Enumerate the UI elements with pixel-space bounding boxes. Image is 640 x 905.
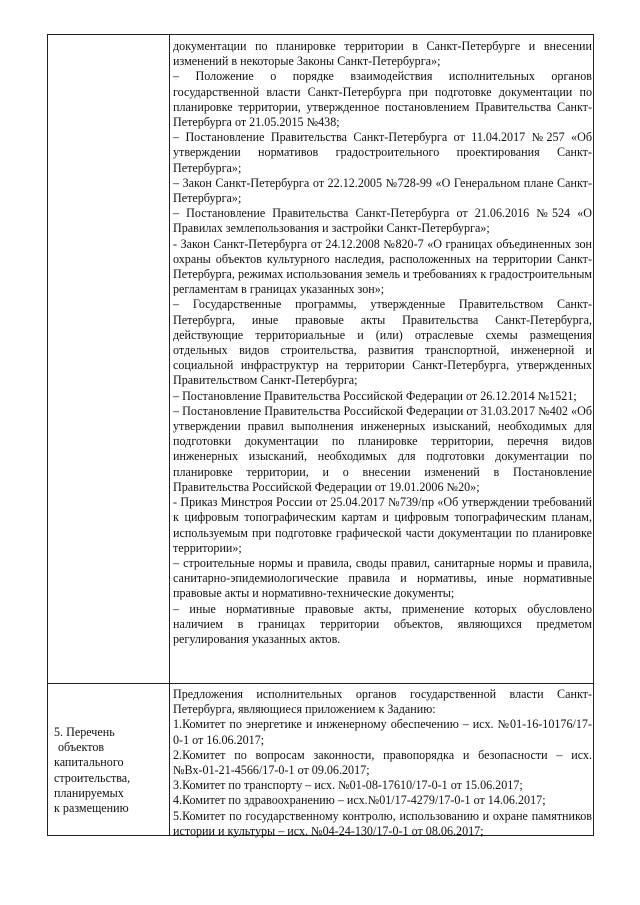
row5-label-line: к размещению: [54, 801, 129, 816]
proposal-item: 4.Комитет по здравоохранению – исх.№01/17-4279/17-0-1 от 14.06.2017;: [173, 793, 546, 808]
normative-document-item: документации по планировке территории в Санкт-Петербурге и внесении изменений в некоторые Законы Санкт-Петербурга»;: [173, 39, 592, 69]
normative-document-item: - Приказ Минстроя России от 25.04.2017 №739/пр «Об утверждении требований к цифровым топографическим картам и цифровым топографическим планам, используемым при подготовке графической части документации по планировке территории»;: [173, 495, 592, 555]
requirements-table: [47, 34, 594, 836]
normative-document-item: – Положение о порядке взаимодействия исполнительных органов государственной власти Санкт-Петербурга при подготовке документации по планировке территории, утвержденное постановлением Правительства Санкт-Петербурга от 21.05.2015 №438;: [173, 69, 592, 130]
column-divider: [169, 35, 170, 835]
row-divider: [48, 683, 593, 684]
proposals-intro: Предложения исполнительных органов государственной власти Санкт-Петербурга, являющиеся приложением к Заданию:: [173, 687, 592, 717]
normative-document-item: – Постановление Правительства Санкт-Петербурга от 11.04.2017 №257 «Об утверждении нормативов градостроительного проектирования Санкт-Петербурга»;: [173, 130, 592, 175]
normative-document-item: – Государственные программы, утвержденные Правительством Санкт-Петербурга, иные правовые акты Правительства Санкт-Петербурга, действующие территориальные и (или) отраслевые схемы размещения отдельных видов строительства, развития транспортной, инженерной и социальной инфраструктур на территории Санкт-Петербурга, утвержденных Правительством Санкт-Петербурга;: [173, 297, 592, 388]
proposal-item: 2.Комитет по вопросам законности, правопорядка и безопасности – исх. №Вх-01-21-4566/17-0-1 от 09.06.2017;: [173, 747, 592, 778]
row5-content-cell: [173, 687, 592, 839]
proposal-item: 3.Комитет по транспорту – исх. №01-08-17610/17-0-1 от 15.06.2017;: [173, 778, 523, 793]
row5-label-cell: [54, 725, 168, 816]
normative-document-item: – Закон Санкт-Петербурга от 22.12.2005 №728-99 «О Генеральном плане Санкт-Петербурга»;: [173, 175, 592, 206]
normative-document-item: - Закон Санкт-Петербурга от 24.12.2008 №820-7 «О границах объединенных зон охраны объектов культурного наследия, расположенных на территории Санкт-Петербурга, режимах использования земель и требованиях к градостроительным регламентам в границах указанных зон»;: [173, 236, 592, 297]
row5-label-line: строительства,: [54, 770, 131, 785]
normative-document-item: – Постановление Правительства Российской Федерации от 31.03.2017 №402 «Об утверждении правил выполнения инженерных изысканий, необходимых для подготовки документации по планировке территории, перечня видов инженерных изысканий, необходимых для подготовки документации по планировке территории, и о внесении изменений в Постановление Правительства Российской Федерации от 19.01.2006 №20»;: [173, 403, 592, 494]
normative-document-item: – Постановление Правительства Санкт-Петербурга от 21.06.2016 №524 «О Правилах землепользования и застройки Санкт-Петербурга»;: [173, 206, 592, 236]
normative-document-item: – Постановление Правительства Российской Федерации от 26.12.2014 №1521;: [173, 388, 577, 403]
normative-documents-cell: [173, 39, 592, 647]
row5-label-line: капитального: [54, 755, 124, 770]
normative-document-item: – строительные нормы и правила, своды правил, санитарные нормы и правила, санитарно-эпидемиологические правила и нормативы, иные нормативные правовые акты и нормативно-технические документы;: [173, 555, 592, 601]
row5-label-line: 5. Перечень: [54, 725, 115, 739]
normative-document-item: – иные нормативные правовые акты, применение которых обусловлено наличием в границах территории объектов, являющихся предметом регулирования указанных актов.: [173, 601, 592, 646]
proposal-item: 5.Комитет по государственному контролю, использованию и охране памятников истории и культуры – исх. №04-24-130/17-0-1 от 08.06.2017;: [173, 808, 592, 838]
row5-label-line: объектов: [58, 740, 105, 755]
proposal-item: 1.Комитет по энергетике и инженерному обеспечению – исх. №01-16-10176/17-0-1 от 16.06.2017;: [173, 717, 592, 747]
row5-label-line: планируемых: [54, 785, 124, 800]
